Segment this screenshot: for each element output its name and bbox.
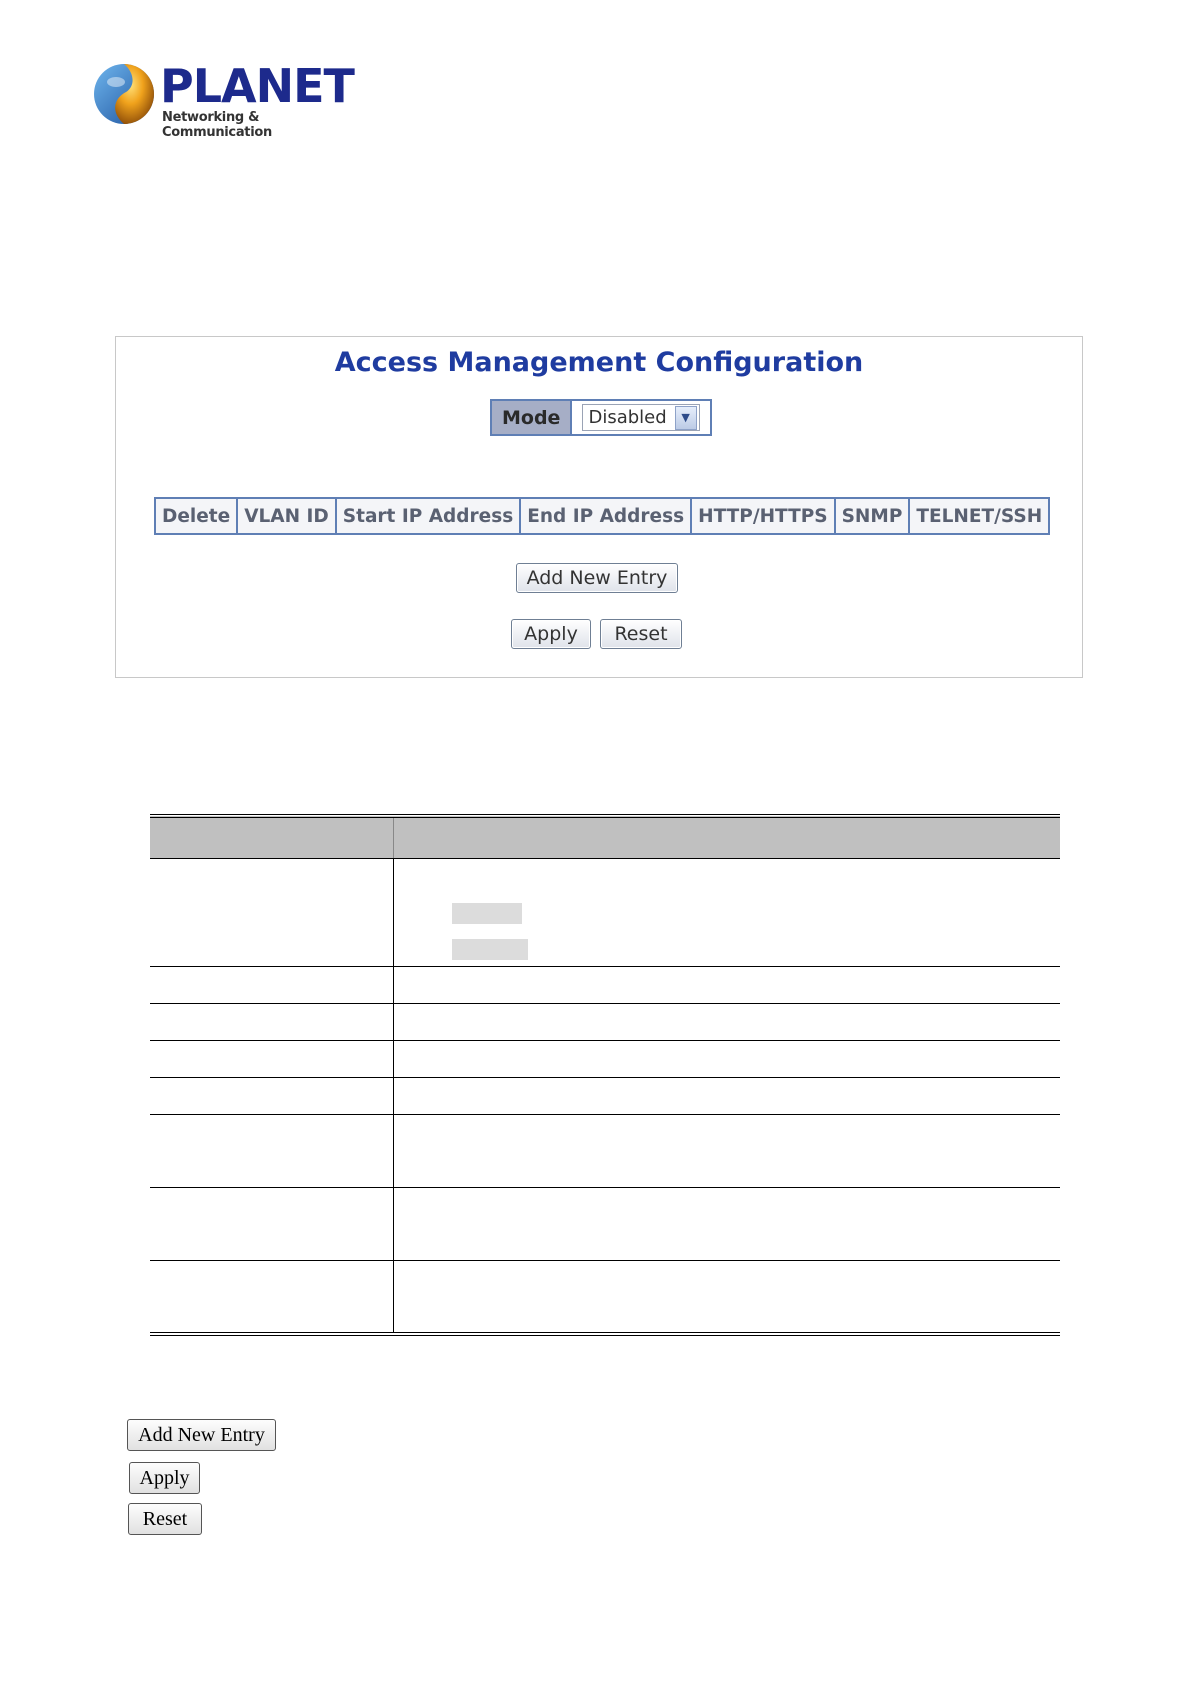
table-row (150, 1261, 1060, 1334)
mode-select[interactable] (582, 404, 699, 431)
column-http-https: HTTP/HTTPS (691, 498, 835, 534)
description-table-header (150, 816, 1060, 859)
column-telnet-ssh: TELNET/SSH (909, 498, 1049, 534)
highlight-block (452, 939, 528, 960)
table-row (150, 859, 1060, 967)
table-row (150, 967, 1060, 1004)
mode-select-value: Disabled (588, 407, 667, 428)
header-description (394, 816, 1061, 859)
access-table-header (155, 498, 1049, 534)
table-row (150, 1004, 1060, 1041)
column-start-ip: Start IP Address (336, 498, 520, 534)
table-row (150, 1041, 1060, 1078)
globe-icon (92, 62, 156, 126)
highlight-block (452, 903, 522, 924)
doc-apply-button[interactable]: Apply (129, 1462, 200, 1494)
mode-row (490, 399, 712, 436)
column-end-ip: End IP Address (520, 498, 691, 534)
table-row (150, 1115, 1060, 1188)
column-delete: Delete (155, 498, 237, 534)
logo-tagline: Networking & Communication (162, 110, 272, 140)
add-new-entry-button[interactable]: Add New Entry (516, 563, 678, 593)
planet-logo (92, 59, 354, 140)
table-row (150, 1078, 1060, 1115)
reset-button[interactable]: Reset (600, 619, 682, 649)
mode-label: Mode (492, 401, 572, 434)
header-object (150, 816, 394, 859)
column-vlan-id: VLAN ID (237, 498, 336, 534)
description-table (150, 814, 1060, 1336)
access-management-panel (115, 336, 1083, 678)
column-snmp: SNMP (835, 498, 910, 534)
chevron-down-icon: ▼ (675, 406, 697, 430)
doc-reset-button[interactable]: Reset (128, 1503, 202, 1535)
access-table (154, 497, 1050, 535)
config-title: Access Management Configuration (334, 347, 864, 378)
logo-brand: PLANET (160, 59, 354, 113)
table-row (150, 1188, 1060, 1261)
doc-add-new-entry-button[interactable]: Add New Entry (127, 1419, 276, 1451)
apply-button[interactable]: Apply (511, 619, 591, 649)
